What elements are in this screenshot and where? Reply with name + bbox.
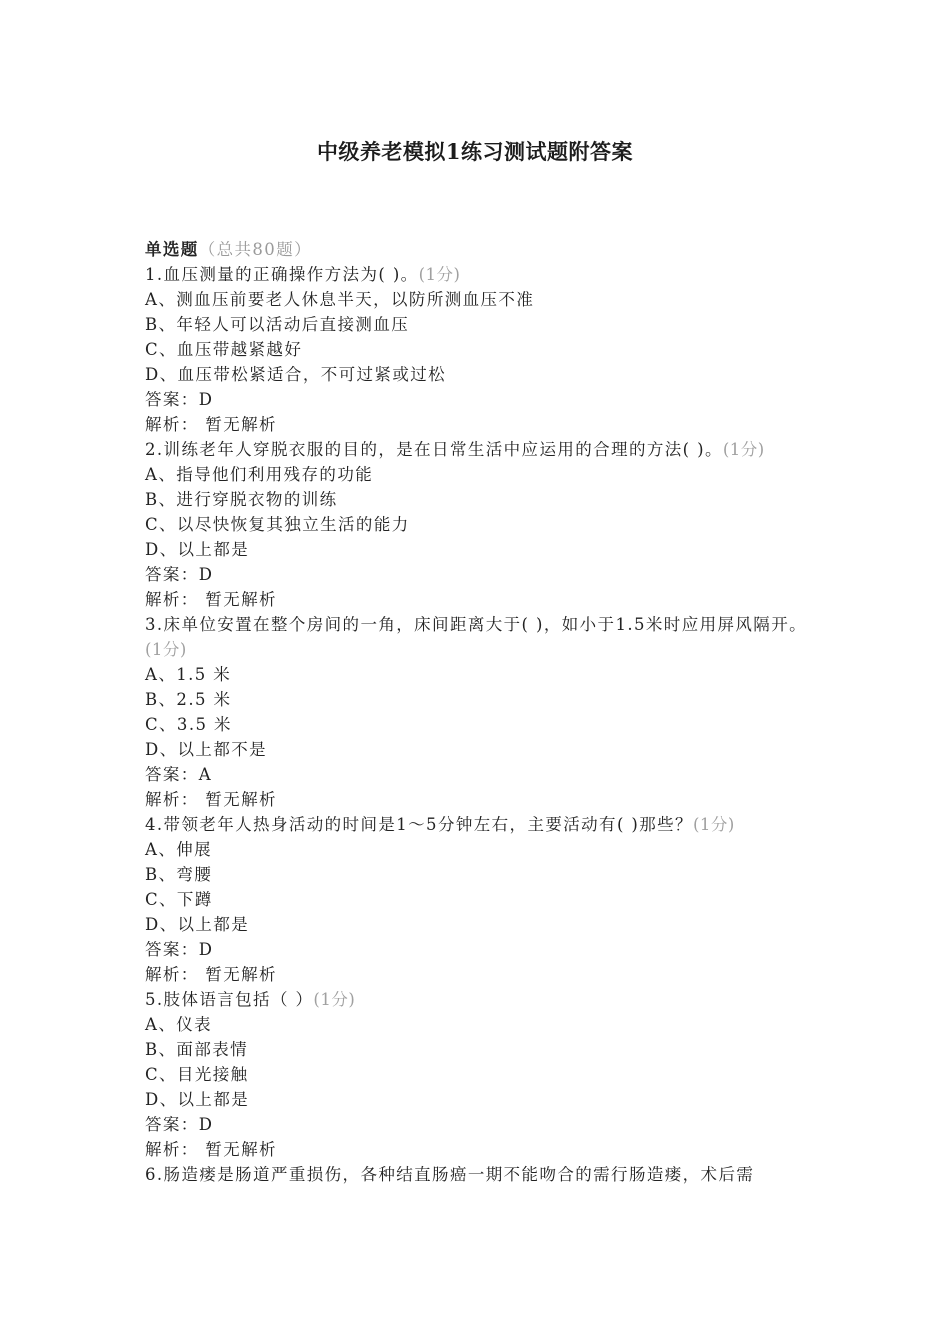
question-score: (1分) (722, 440, 765, 459)
question-text: 2.训练老年人穿脱衣服的目的，是在日常生活中应运用的合理的方法( )。 (145, 440, 723, 459)
question-score: (1分) (145, 640, 187, 659)
document-body (145, 237, 810, 1187)
question-text: 1.血压测量的正确操作方法为( )。 (145, 265, 419, 284)
section-count: （总共80题） (198, 240, 312, 259)
question-option: D、以上都是 (145, 540, 250, 559)
question-analysis: 解析： 暂无解析 (145, 415, 277, 434)
question-option: C、下蹲 (145, 890, 213, 909)
question-stem-partial: 6.肠造瘘是肠道严重损伤，各种结直肠癌一期不能吻合的需行肠造瘘，术后需 (145, 1165, 755, 1184)
question-block (145, 812, 810, 987)
question-option: A、仪表 (145, 1015, 213, 1034)
question-block (145, 262, 810, 437)
question-answer: 答案：D (145, 940, 214, 959)
question-score: (1分) (692, 815, 735, 834)
question-block (145, 437, 810, 612)
question-stem (145, 437, 810, 462)
question-score: (1分) (313, 990, 356, 1009)
question-stem (145, 612, 810, 662)
question-option: D、以上都不是 (145, 740, 268, 759)
question-text: 5.肢体语言包括（ ） (145, 990, 314, 1009)
question-option: A、指导他们利用残存的功能 (145, 465, 374, 484)
question-option: C、目光接触 (145, 1065, 249, 1084)
question-answer: 答案：D (145, 1115, 214, 1134)
question-option: C、3.5 米 (145, 715, 232, 734)
question-stem (145, 987, 810, 1012)
question-option: D、以上都是 (145, 1090, 250, 1109)
question-block (145, 612, 810, 812)
document-title: 中级养老模拟1练习测试题附答案 (316, 139, 634, 164)
question-option: B、面部表情 (145, 1040, 249, 1059)
question-option: B、进行穿脱衣物的训练 (145, 490, 338, 509)
question-option: A、伸展 (145, 840, 213, 859)
question-option: C、以尽快恢复其独立生活的能力 (145, 515, 410, 534)
question-option: A、测血压前要老人休息半天，以防所测血压不准 (145, 290, 535, 309)
question-option: D、以上都是 (145, 915, 250, 934)
question-score: (1分) (418, 265, 461, 284)
question-text: 4.带领老年人热身活动的时间是1～5分钟左右，主要活动有( )那些？ (145, 815, 693, 834)
question-option: A、1.5 米 (145, 665, 232, 684)
section-heading (145, 237, 810, 262)
question-option: B、年轻人可以活动后直接测血压 (145, 315, 410, 334)
question-analysis: 解析： 暂无解析 (145, 965, 277, 984)
question-answer: 答案：A (145, 765, 213, 784)
section-name: 单选题 (145, 240, 199, 259)
question-text: 3.床单位安置在整个房间的一角，床间距离大于( )，如小于1.5米时应用屏风隔开。 (145, 615, 808, 634)
question-analysis: 解析： 暂无解析 (145, 790, 277, 809)
question-answer: 答案：D (145, 390, 214, 409)
question-option: B、2.5 米 (145, 690, 232, 709)
question-stem (145, 262, 810, 287)
question-block (145, 987, 810, 1162)
question-option: D、血压带松紧适合，不可过紧或过松 (145, 365, 447, 384)
question-option: B、弯腰 (145, 865, 213, 884)
question-analysis: 解析： 暂无解析 (145, 590, 277, 609)
question-option: C、血压带越紧越好 (145, 340, 303, 359)
question-answer: 答案：D (145, 565, 214, 584)
question-analysis: 解析： 暂无解析 (145, 1140, 277, 1159)
question-stem (145, 812, 810, 837)
